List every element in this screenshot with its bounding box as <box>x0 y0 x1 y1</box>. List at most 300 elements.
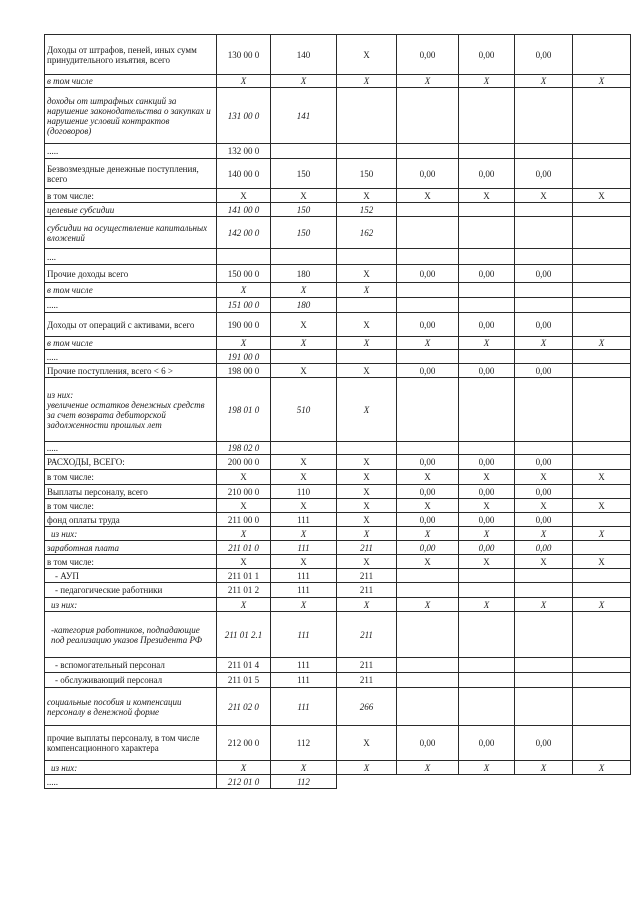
cell-sum2 <box>459 688 515 726</box>
cell-kvr <box>337 88 397 144</box>
table-body <box>45 35 631 789</box>
cell-kosgu: X <box>271 75 337 88</box>
cell-kosgu: 111 <box>271 688 337 726</box>
cell-extra <box>573 249 631 265</box>
cell-sum3 <box>515 569 573 583</box>
cell-sum3: 0,00 <box>515 265 573 283</box>
cell-sum3 <box>515 283 573 298</box>
cell-sum1: X <box>397 470 459 485</box>
cell-kosgu <box>271 442 337 455</box>
cell-kosgu: 110 <box>271 485 337 499</box>
cell-sum2: X <box>459 337 515 350</box>
cell-extra <box>573 485 631 499</box>
cell-sum1 <box>397 298 459 313</box>
cell-sum2: 0,00 <box>459 265 515 283</box>
cell-sum2 <box>459 775 515 789</box>
cell-name: - вспомогательный персонал <box>45 658 217 673</box>
cell-extra: X <box>573 761 631 775</box>
cell-sum1 <box>397 88 459 144</box>
cell-extra <box>573 350 631 364</box>
cell-name: доходы от штрафных санкций за нарушение законодательства о закупках и нарушение условий контрактов (договоров) <box>45 88 217 144</box>
cell-code: X <box>217 499 271 513</box>
cell-kvr: X <box>337 455 397 470</box>
cell-kosgu: 112 <box>271 726 337 761</box>
cell-kvr: X <box>337 598 397 612</box>
cell-name: социальные пособия и компенсации персоналу в денежной форме <box>45 688 217 726</box>
cell-sum1 <box>397 217 459 249</box>
cell-kosgu: X <box>271 455 337 470</box>
cell-kvr: 211 <box>337 541 397 555</box>
table-row <box>45 350 631 364</box>
cell-kosgu: X <box>271 189 337 203</box>
cell-kvr <box>337 249 397 265</box>
cell-sum2: 0,00 <box>459 364 515 378</box>
cell-code: X <box>217 470 271 485</box>
cell-sum3: 0,00 <box>515 455 573 470</box>
cell-kosgu: 111 <box>271 612 337 658</box>
cell-extra <box>573 726 631 761</box>
cell-code: X <box>217 761 271 775</box>
cell-sum2 <box>459 298 515 313</box>
table-row <box>45 761 631 775</box>
cell-kosgu: 111 <box>271 583 337 598</box>
cell-name: из них: <box>45 527 217 541</box>
cell-kvr <box>337 350 397 364</box>
cell-sum1: X <box>397 761 459 775</box>
cell-name: РАСХОДЫ, ВСЕГО: <box>45 455 217 470</box>
cell-kosgu: X <box>271 470 337 485</box>
cell-code: 211 01 5 <box>217 673 271 688</box>
cell-kvr <box>337 775 397 789</box>
cell-extra <box>573 313 631 337</box>
cell-sum1 <box>397 350 459 364</box>
cell-sum1: 0,00 <box>397 265 459 283</box>
table-row <box>45 337 631 350</box>
cell-kosgu <box>271 249 337 265</box>
cell-sum2: X <box>459 75 515 88</box>
cell-kvr: X <box>337 485 397 499</box>
cell-kvr: 211 <box>337 569 397 583</box>
cell-name: - АУП <box>45 569 217 583</box>
cell-sum3 <box>515 298 573 313</box>
cell-kosgu: 111 <box>271 541 337 555</box>
table-row <box>45 159 631 189</box>
cell-name: фонд оплаты труда <box>45 513 217 527</box>
cell-name: ..... <box>45 775 217 789</box>
cell-kosgu: 111 <box>271 569 337 583</box>
cell-name: в том числе: <box>45 555 217 569</box>
cell-kvr: X <box>337 35 397 75</box>
cell-name: Прочие доходы всего <box>45 265 217 283</box>
cell-kosgu: 140 <box>271 35 337 75</box>
cell-extra: X <box>573 555 631 569</box>
cell-sum2 <box>459 144 515 159</box>
cell-sum1: 0,00 <box>397 455 459 470</box>
cell-code: X <box>217 337 271 350</box>
cell-name: ..... <box>45 298 217 313</box>
cell-sum3: 0,00 <box>515 541 573 555</box>
cell-kvr: X <box>337 726 397 761</box>
cell-extra <box>573 298 631 313</box>
cell-kosgu: X <box>271 283 337 298</box>
cell-name: из них: <box>45 761 217 775</box>
cell-code: 211 00 0 <box>217 513 271 527</box>
cell-sum1: 0,00 <box>397 159 459 189</box>
cell-kvr: 162 <box>337 217 397 249</box>
cell-sum1: X <box>397 527 459 541</box>
cell-sum2: 0,00 <box>459 513 515 527</box>
cell-sum1: X <box>397 189 459 203</box>
table-row <box>45 364 631 378</box>
cell-extra <box>573 673 631 688</box>
cell-sum1 <box>397 442 459 455</box>
cell-kvr: X <box>337 364 397 378</box>
cell-sum2: 0,00 <box>459 541 515 555</box>
cell-sum2 <box>459 673 515 688</box>
cell-name: субсидии на осуществление капитальных вложений <box>45 217 217 249</box>
cell-extra: X <box>573 598 631 612</box>
cell-name: в том числе: <box>45 189 217 203</box>
cell-kosgu: 141 <box>271 88 337 144</box>
cell-sum3 <box>515 249 573 265</box>
cell-sum1 <box>397 144 459 159</box>
cell-code: 211 02 0 <box>217 688 271 726</box>
cell-kosgu: 111 <box>271 673 337 688</box>
cell-sum1 <box>397 658 459 673</box>
cell-sum2 <box>459 612 515 658</box>
cell-kosgu: X <box>271 364 337 378</box>
cell-name: Прочие поступления, всего < 6 > <box>45 364 217 378</box>
cell-kvr: 211 <box>337 673 397 688</box>
cell-kosgu: 111 <box>271 658 337 673</box>
cell-kvr: 211 <box>337 658 397 673</box>
cell-sum2 <box>459 583 515 598</box>
table-row <box>45 485 631 499</box>
cell-sum3 <box>515 775 573 789</box>
cell-sum3 <box>515 350 573 364</box>
cell-sum2 <box>459 88 515 144</box>
table-row <box>45 612 631 658</box>
cell-extra <box>573 658 631 673</box>
cell-kosgu: X <box>271 555 337 569</box>
cell-sum3: X <box>515 598 573 612</box>
cell-extra <box>573 688 631 726</box>
cell-extra: X <box>573 337 631 350</box>
cell-sum3: X <box>515 470 573 485</box>
table-row <box>45 249 631 265</box>
cell-extra <box>573 364 631 378</box>
cell-code: 151 00 0 <box>217 298 271 313</box>
cell-sum2: 0,00 <box>459 455 515 470</box>
cell-name: из них: <box>45 598 217 612</box>
cell-kvr: X <box>337 499 397 513</box>
table-row <box>45 688 631 726</box>
cell-sum2 <box>459 658 515 673</box>
cell-code: X <box>217 75 271 88</box>
table-row <box>45 658 631 673</box>
cell-sum3: X <box>515 499 573 513</box>
cell-code: 210 00 0 <box>217 485 271 499</box>
cell-extra <box>573 217 631 249</box>
cell-sum3 <box>515 612 573 658</box>
cell-extra <box>573 378 631 442</box>
cell-kvr: X <box>337 378 397 442</box>
cell-extra <box>573 144 631 159</box>
cell-code: X <box>217 598 271 612</box>
cell-code: X <box>217 555 271 569</box>
table-row <box>45 541 631 555</box>
cell-sum1 <box>397 688 459 726</box>
cell-sum1 <box>397 203 459 217</box>
table-row <box>45 673 631 688</box>
cell-code: X <box>217 283 271 298</box>
table-row <box>45 442 631 455</box>
cell-name: Доходы от штрафов, пеней, иных сумм принудительного изъятия, всего <box>45 35 217 75</box>
cell-extra <box>573 775 631 789</box>
cell-sum3: 0,00 <box>515 313 573 337</box>
cell-sum2: X <box>459 527 515 541</box>
cell-code: 211 01 0 <box>217 541 271 555</box>
cell-kvr: X <box>337 527 397 541</box>
cell-kvr <box>337 442 397 455</box>
cell-sum2: X <box>459 189 515 203</box>
cell-sum2: 0,00 <box>459 313 515 337</box>
cell-sum1 <box>397 673 459 688</box>
cell-extra <box>573 442 631 455</box>
cell-name: прочие выплаты персоналу, в том числе компенсационного характера <box>45 726 217 761</box>
cell-code: X <box>217 189 271 203</box>
cell-sum3: X <box>515 555 573 569</box>
cell-sum3: X <box>515 527 573 541</box>
cell-sum1 <box>397 283 459 298</box>
cell-sum1: X <box>397 555 459 569</box>
cell-kvr: X <box>337 75 397 88</box>
cell-extra: X <box>573 527 631 541</box>
cell-kvr: 152 <box>337 203 397 217</box>
cell-sum1: 0,00 <box>397 726 459 761</box>
cell-name: целевые субсидии <box>45 203 217 217</box>
cell-sum3: X <box>515 761 573 775</box>
cell-sum3 <box>515 217 573 249</box>
cell-code: 191 00 0 <box>217 350 271 364</box>
cell-name: - педагогические работники <box>45 583 217 598</box>
cell-kosgu: 112 <box>271 775 337 789</box>
cell-sum2: X <box>459 555 515 569</box>
cell-kosgu: X <box>271 337 337 350</box>
cell-extra <box>573 541 631 555</box>
table-row <box>45 75 631 88</box>
cell-sum1 <box>397 569 459 583</box>
cell-kvr: X <box>337 513 397 527</box>
cell-kosgu: 180 <box>271 265 337 283</box>
cell-sum2: 0,00 <box>459 159 515 189</box>
cell-name: в том числе <box>45 337 217 350</box>
cell-kvr <box>337 144 397 159</box>
cell-code: X <box>217 527 271 541</box>
cell-code: 141 00 0 <box>217 203 271 217</box>
cell-sum3 <box>515 673 573 688</box>
cell-sum3 <box>515 583 573 598</box>
cell-code: 212 00 0 <box>217 726 271 761</box>
cell-code: 140 00 0 <box>217 159 271 189</box>
cell-name: -категория работников, подпадающие под реализацию указов Президента РФ <box>45 612 217 658</box>
cell-sum2: 0,00 <box>459 726 515 761</box>
cell-extra: X <box>573 189 631 203</box>
table-row <box>45 35 631 75</box>
cell-sum3 <box>515 658 573 673</box>
cell-sum3 <box>515 442 573 455</box>
cell-code: 132 00 0 <box>217 144 271 159</box>
cell-kvr: X <box>337 470 397 485</box>
table-row <box>45 527 631 541</box>
cell-kvr: 211 <box>337 612 397 658</box>
cell-name: ..... <box>45 442 217 455</box>
cell-name: Выплаты персоналу, всего <box>45 485 217 499</box>
cell-sum3: 0,00 <box>515 35 573 75</box>
cell-sum1 <box>397 612 459 658</box>
cell-extra <box>573 569 631 583</box>
cell-code: 212 01 0 <box>217 775 271 789</box>
cell-kosgu: 150 <box>271 217 337 249</box>
cell-extra <box>573 455 631 470</box>
cell-sum3: 0,00 <box>515 364 573 378</box>
cell-name: Безвозмездные денежные поступления, всего <box>45 159 217 189</box>
cell-kvr: X <box>337 313 397 337</box>
cell-kosgu: X <box>271 598 337 612</box>
cell-code: 190 00 0 <box>217 313 271 337</box>
cell-extra <box>573 612 631 658</box>
cell-sum3: X <box>515 337 573 350</box>
cell-name: в том числе: <box>45 470 217 485</box>
cell-kosgu <box>271 350 337 364</box>
table-row <box>45 265 631 283</box>
cell-name: заработная плата <box>45 541 217 555</box>
cell-kosgu: 510 <box>271 378 337 442</box>
cell-sum2: X <box>459 761 515 775</box>
cell-sum2: 0,00 <box>459 35 515 75</box>
table-row <box>45 455 631 470</box>
cell-sum1: 0,00 <box>397 513 459 527</box>
cell-sum1 <box>397 249 459 265</box>
cell-sum2 <box>459 378 515 442</box>
cell-sum2 <box>459 249 515 265</box>
cell-name: ..... <box>45 350 217 364</box>
cell-extra <box>573 283 631 298</box>
table-row <box>45 203 631 217</box>
cell-sum3: X <box>515 189 573 203</box>
cell-sum1: X <box>397 75 459 88</box>
cell-kosgu: 111 <box>271 513 337 527</box>
cell-kvr: X <box>337 189 397 203</box>
cell-kosgu: X <box>271 527 337 541</box>
cell-code: 142 00 0 <box>217 217 271 249</box>
cell-name: .... <box>45 249 217 265</box>
cell-extra <box>573 513 631 527</box>
table-row <box>45 313 631 337</box>
cell-sum2: 0,00 <box>459 485 515 499</box>
cell-extra <box>573 203 631 217</box>
cell-code: 211 01 2.1 <box>217 612 271 658</box>
cell-sum3 <box>515 144 573 159</box>
cell-sum1: 0,00 <box>397 541 459 555</box>
cell-sum1: 0,00 <box>397 364 459 378</box>
table-row <box>45 144 631 159</box>
cell-kvr: X <box>337 265 397 283</box>
table-row <box>45 378 631 442</box>
cell-code: 200 00 0 <box>217 455 271 470</box>
cell-extra: X <box>573 499 631 513</box>
cell-code <box>217 249 271 265</box>
cell-name: ..... <box>45 144 217 159</box>
cell-extra <box>573 35 631 75</box>
cell-sum2 <box>459 350 515 364</box>
cell-sum2: X <box>459 470 515 485</box>
cell-kosgu: 150 <box>271 203 337 217</box>
cell-sum1: X <box>397 499 459 513</box>
table-row <box>45 583 631 598</box>
table-row <box>45 499 631 513</box>
cell-kvr: 150 <box>337 159 397 189</box>
table-row <box>45 470 631 485</box>
cell-sum2 <box>459 203 515 217</box>
cell-sum2: X <box>459 499 515 513</box>
cell-sum1 <box>397 775 459 789</box>
table-row <box>45 88 631 144</box>
cell-code: 211 01 4 <box>217 658 271 673</box>
cell-sum3: 0,00 <box>515 726 573 761</box>
cell-extra <box>573 583 631 598</box>
cell-name: в том числе: <box>45 499 217 513</box>
cell-sum1: 0,00 <box>397 35 459 75</box>
cell-kvr: 211 <box>337 583 397 598</box>
cell-sum2 <box>459 283 515 298</box>
cell-name: из них: увеличение остатков денежных средств за счет возврата дебиторской задолженности прошлых лет <box>45 378 217 442</box>
cell-sum3 <box>515 203 573 217</box>
cell-extra: X <box>573 470 631 485</box>
cell-sum1: X <box>397 598 459 612</box>
cell-kosgu: X <box>271 313 337 337</box>
cell-sum3: 0,00 <box>515 485 573 499</box>
cell-kvr <box>337 298 397 313</box>
cell-extra <box>573 88 631 144</box>
table-row <box>45 598 631 612</box>
cell-kvr: X <box>337 283 397 298</box>
cell-name: Доходы от операций с активами, всего <box>45 313 217 337</box>
table-row <box>45 283 631 298</box>
cell-sum2: X <box>459 598 515 612</box>
cell-kosgu: X <box>271 761 337 775</box>
table-row <box>45 298 631 313</box>
cell-extra: X <box>573 75 631 88</box>
cell-name: - обслуживающий персонал <box>45 673 217 688</box>
cell-sum3 <box>515 88 573 144</box>
cell-sum1: 0,00 <box>397 313 459 337</box>
cell-sum3: 0,00 <box>515 513 573 527</box>
cell-kvr: X <box>337 555 397 569</box>
cell-sum3 <box>515 688 573 726</box>
table-row <box>45 775 631 789</box>
cell-name: в том числе <box>45 75 217 88</box>
cell-kvr: X <box>337 337 397 350</box>
cell-code: 130 00 0 <box>217 35 271 75</box>
cell-sum3: X <box>515 75 573 88</box>
cell-code: 198 01 0 <box>217 378 271 442</box>
cell-sum1 <box>397 378 459 442</box>
table-row <box>45 555 631 569</box>
cell-extra <box>573 265 631 283</box>
table-row <box>45 726 631 761</box>
cell-code: 198 02 0 <box>217 442 271 455</box>
